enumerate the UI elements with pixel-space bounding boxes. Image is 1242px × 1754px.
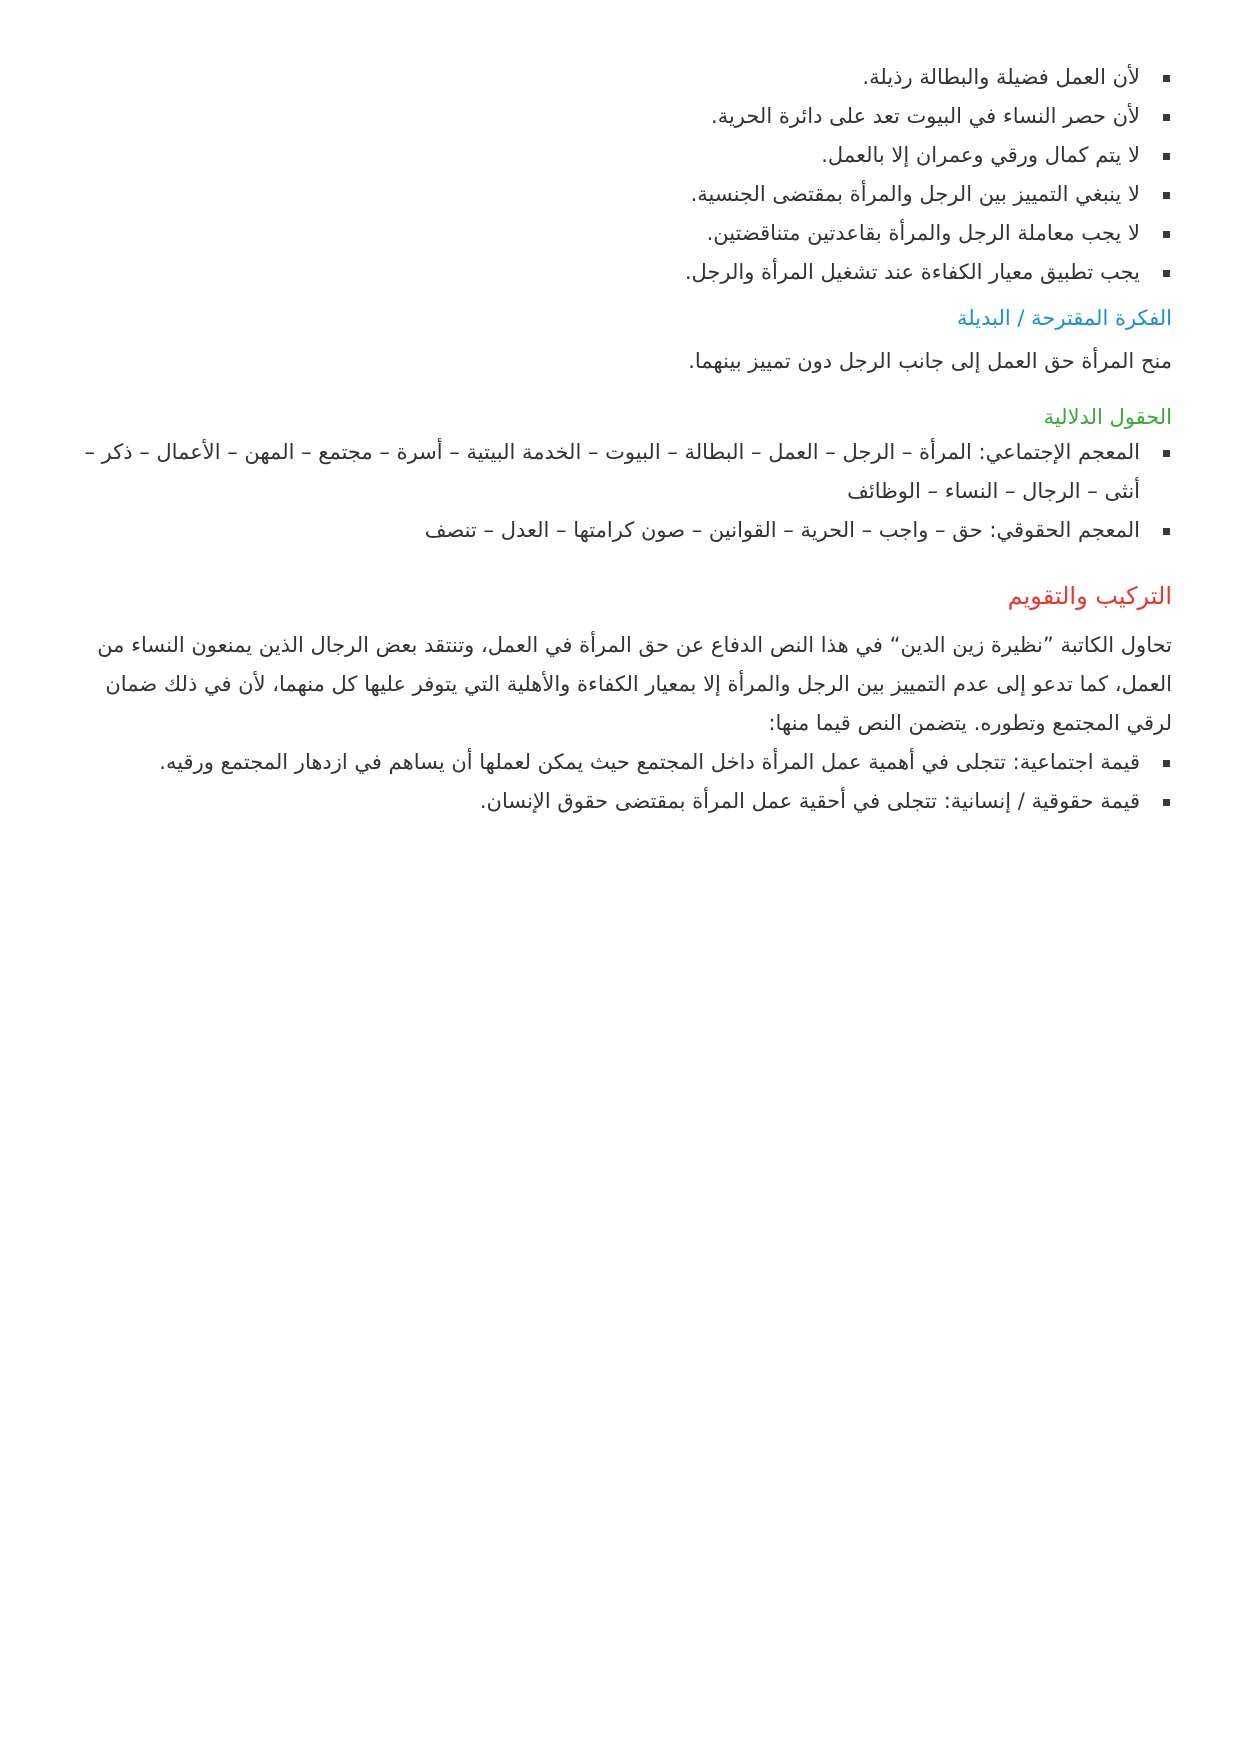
synthesis-heading: التركيب والتقويم: [1007, 582, 1172, 610]
bullet-square-icon: [1163, 153, 1170, 160]
synthesis-paragraph: تحاول الكاتبة ”نظيرة زين الدين“ في هذا النص الدفاع عن حق المرأة في العمل، وتنتقد بعض الرجال الذين يمنعون النساء من العمل، كما تدعو إلى عدم التمييز بين الرجل والمرأة إلا بمعيار الكفاءة والأهلية التي يتوفر عليها كل منهما، لأن في ذلك ضمان لرقي المجتمع وتطوره. يتضمن النص قيما منها:: [97, 633, 1172, 735]
list-item-text: لا يتم كمال ورقي وعمران إلا بالعمل.: [821, 143, 1140, 167]
list-item-text: المعجم الحقوقي: حق – واجب – الحرية – القوانين – صون كرامتها – العدل – تنصف: [424, 518, 1140, 542]
list-item: [72, 58, 1172, 97]
bullet-square-icon: [1163, 75, 1170, 82]
list-item: [72, 136, 1172, 175]
bullet-square-icon: [1163, 528, 1170, 535]
list-item: [72, 782, 1172, 821]
list-item-text: المعجم الإجتماعي: المرأة – الرجل – العمل – البطالة – البيوت – الخدمة البيتية – أسرة – مجتمع – المهن – الأعمال – ذكر – أنثى – الرجال – النساء – الوظائف: [84, 440, 1140, 503]
list-item: [72, 175, 1172, 214]
list-item-text: لا يجب معاملة الرجل والمرأة بقاعدتين متناقضتين.: [706, 221, 1140, 245]
list-item: [72, 253, 1172, 292]
bullet-square-icon: [1163, 760, 1170, 767]
semantic-fields-list: [72, 433, 1172, 550]
bullet-square-icon: [1163, 270, 1170, 277]
bullet-square-icon: [1163, 799, 1170, 806]
list-item: [72, 214, 1172, 253]
list-item-text: قيمة اجتماعية: تتجلى في أهمية عمل المرأة داخل المجتمع حيث يمكن لعملها أن يساهم في ازدهار المجتمع ورقيه.: [159, 750, 1140, 774]
proposed-idea-text: منح المرأة حق العمل إلى جانب الرجل دون تمييز بينهما.: [688, 349, 1172, 373]
list-item: [72, 97, 1172, 136]
list-item-text: قيمة حقوقية / إنسانية: تتجلى في أحقية عمل المرأة بمقتضى حقوق الإنسان.: [479, 789, 1140, 813]
list-item-text: لأن العمل فضيلة والبطالة رذيلة.: [862, 65, 1140, 89]
list-item-text: لأن حصر النساء في البيوت تعد على دائرة الحرية.: [711, 104, 1140, 128]
list-item: [72, 743, 1172, 782]
list-item-text: يجب تطبيق معيار الكفاءة عند تشغيل المرأة والرجل.: [684, 260, 1140, 284]
semantic-fields-heading: الحقول الدلالية: [1043, 405, 1172, 429]
document-page: [72, 58, 1172, 821]
list-item-text: لا ينبغي التمييز بين الرجل والمرأة بمقتضى الجنسية.: [690, 182, 1140, 206]
bullet-square-icon: [1163, 192, 1170, 199]
list-item: [72, 511, 1172, 550]
list-item: [72, 433, 1172, 511]
bullet-square-icon: [1163, 114, 1170, 121]
bullet-square-icon: [1163, 231, 1170, 238]
reasons-list: [72, 58, 1172, 292]
values-list: [72, 743, 1172, 821]
bullet-square-icon: [1163, 450, 1170, 457]
proposed-idea-heading: الفكرة المقترحة / البديلة: [957, 306, 1172, 330]
